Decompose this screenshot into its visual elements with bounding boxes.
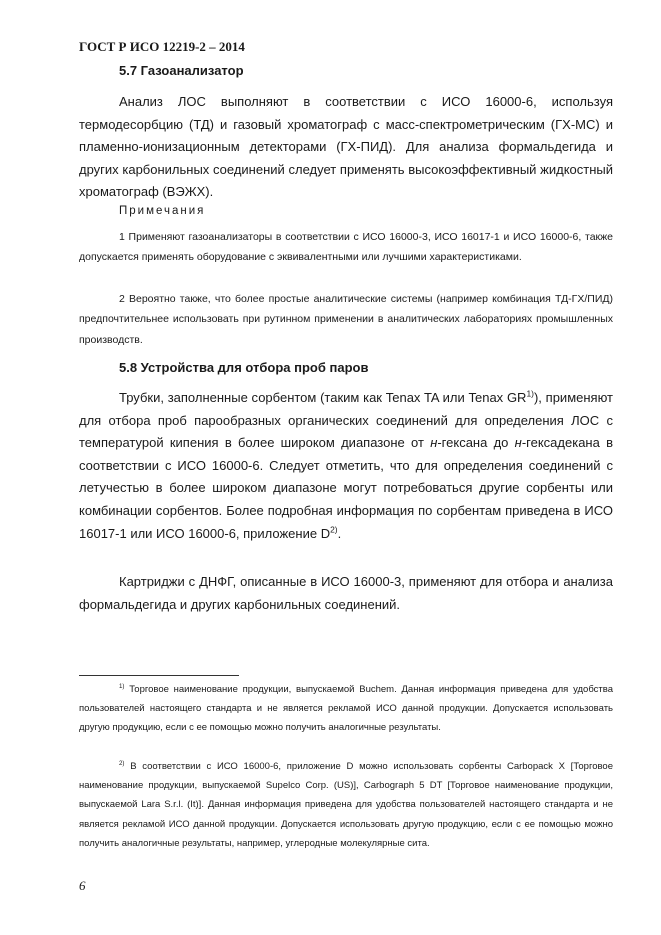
footnote-2-text: В соответствии с ИСО 16000-6, приложение D можно использовать сорбенты Carbopack X [Торговое наименование продукции, выпускаемой Supelco Corp. (US)], Carbograph 5 DT [Торговое наименование продукции, выпускаемой Lara S.r.l. (It)]. Данная информация приведена для удобства пользователей настоящего стандарта и не является рекламой ИСО данной продукции. Допускается использовать другую продукцию, если с ее помощью можно получить аналогичные результаты, например, углеродные молекулярные сита. <box>79 761 613 849</box>
footnote-mark-2: 2) <box>119 759 125 767</box>
section-5-8-paragraph-2: Картриджи с ДНФГ, описанные в ИСО 16000-3, применяют для отбора и анализа формальдегида и других карбонильных соединений. <box>79 574 613 612</box>
n-prefix: н <box>430 435 438 451</box>
footnote-mark-1: 1) <box>119 682 125 690</box>
section-5-7-title: 5.7 Газоанализатор <box>119 63 244 78</box>
footnote-divider <box>79 675 239 676</box>
para-text: . <box>337 525 342 541</box>
n-prefix: н <box>514 435 522 451</box>
footnote-1 <box>79 680 613 738</box>
footnote-ref-1: 1) <box>526 388 534 399</box>
note-1: 1 Применяют газоанализаторы в соответствии с ИСО 16000-3, ИСО 16017-1 и ИСО 16000-6, также допускается применять оборудование с эквивалентными или лучшими характеристиками. <box>79 231 613 264</box>
page-number: 6 <box>79 878 86 893</box>
para-text: Трубки, заполненные сорбентом (таким как Tenax TA или Tenax GR <box>119 390 527 405</box>
section-5-7-paragraph: Анализ ЛОС выполняют в соответствии с ИСО 16000-6, используя термодесорбцию (ТД) и газовый хроматограф с масс-спектрометрическим (ГХ-МС) и пламенно-ионизационным детекторами (ГХ-ПИД). Для анализа формальдегида и других карбонильных соединений следует применять высокоэффективный жидкостный хроматограф (ВЭЖХ). <box>79 94 613 200</box>
footnote-2 <box>79 757 613 853</box>
document-header: ГОСТ Р ИСО 12219-2 – 2014 <box>79 39 245 54</box>
footnote-1-text: Торговое наименование продукции, выпускаемой Buchem. Данная информация приведена для удобства пользователей настоящего стандарта и не является рекламой ИСО данной продукции. Допускается использовать другую продукцию, если с ее помощью можно получить аналогичные результаты. <box>79 684 613 734</box>
section-5-8-title: 5.8 Устройства для отбора проб паров <box>119 360 369 375</box>
note-2: 2 Вероятно также, что более простые аналитические системы (например комбинация ТД-ГХ/ПИД) предпочтительнее использовать при рутинном применении в аналитических лабораториях промышленных производств. <box>79 293 613 346</box>
para-text: -гексана до <box>437 435 515 451</box>
para-text: ), применяют для отбора проб парообразных органических соединений для определения ЛОС с температурой кипения в более широком диапазоне от <box>79 390 613 451</box>
footnote-ref-2: 2) <box>330 524 338 535</box>
para-text: -гексадекана в соответствии с ИСО 16000-6. Следует отметить, что для определения соединений с летучестью в более широком диапазоне могут потребоваться другие сорбенты или комбинации сорбентов. Более подробная информация по сорбентам приведена в ИСО 16017-1 или ИСО 16000-6, приложение D <box>79 435 614 541</box>
section-5-8-paragraph-1 <box>79 387 613 545</box>
notes-title: Примечания <box>119 205 206 217</box>
